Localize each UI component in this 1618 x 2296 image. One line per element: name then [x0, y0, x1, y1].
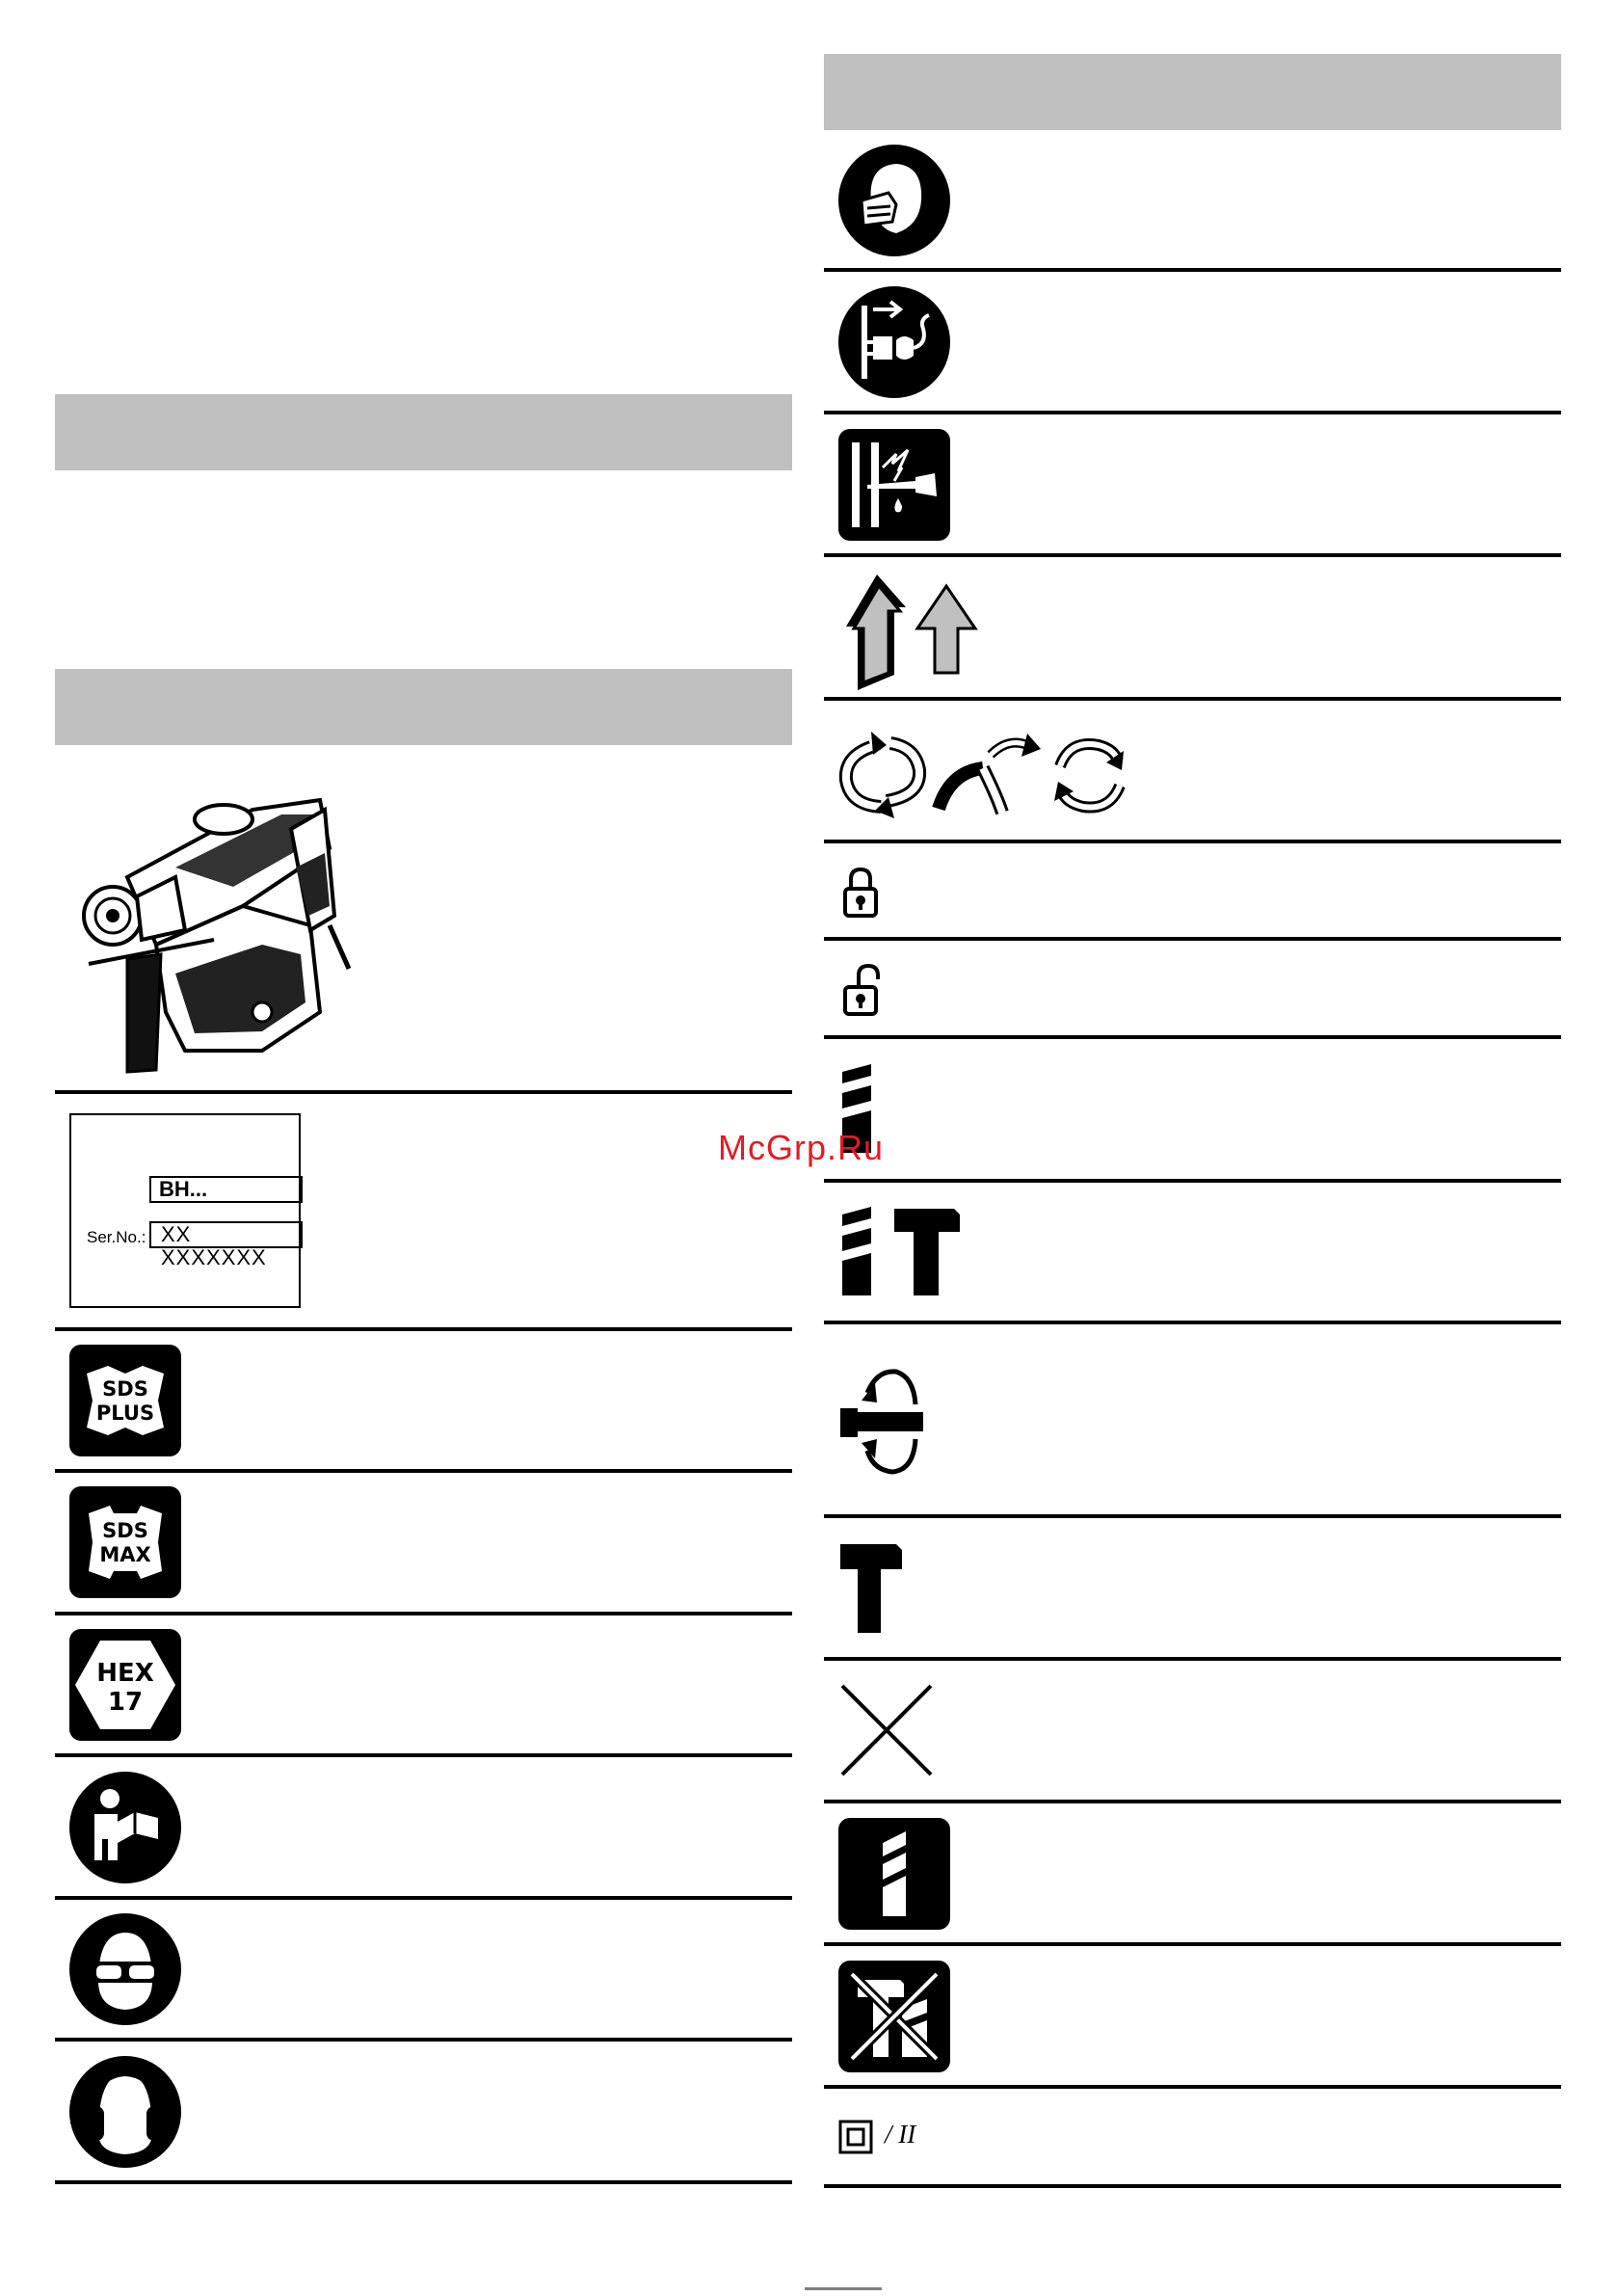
divider	[55, 1896, 792, 1900]
divider	[824, 697, 1561, 701]
lock-open-icon	[841, 962, 884, 1018]
sds-plus-line1: SDS	[102, 1377, 148, 1401]
up-arrows-icon	[838, 569, 1012, 694]
section-header-bar-1	[55, 394, 792, 470]
serial-field: XX XXXXXXX	[149, 1221, 303, 1248]
cross-icon	[838, 1682, 935, 1778]
hidden-wires-pipes-icon	[838, 429, 950, 541]
divider	[824, 1800, 1561, 1803]
divider	[824, 553, 1561, 557]
divider	[824, 1514, 1561, 1518]
divider	[824, 1321, 1561, 1324]
sds-plus-icon	[69, 1345, 181, 1456]
serial-label: Ser.No.:	[87, 1228, 146, 1246]
hex-line2: 17	[107, 1688, 144, 1717]
drill-bit-icon	[838, 1818, 950, 1930]
divider	[824, 1035, 1561, 1039]
divider	[55, 1612, 792, 1615]
dust-mask-icon	[838, 145, 950, 256]
lock-closed-icon	[841, 866, 880, 920]
divider	[55, 1327, 792, 1331]
protection-class-icon	[838, 2120, 873, 2154]
rotary-hammer-image	[69, 761, 358, 1080]
watermark: McGrp.Ru	[718, 1128, 885, 1167]
model-field: BH...	[149, 1176, 303, 1203]
no-drill-bit-icon	[838, 1961, 950, 2072]
sds-max-icon	[69, 1486, 181, 1598]
divider	[824, 1657, 1561, 1661]
unplug-icon	[838, 286, 950, 398]
protection-class-label: / II	[885, 2120, 916, 2149]
divider	[824, 937, 1561, 941]
divider	[824, 268, 1561, 272]
divider	[55, 1469, 792, 1473]
section-header-bar-2	[55, 669, 792, 745]
divider	[824, 1179, 1561, 1183]
divider	[55, 2180, 792, 2184]
chisel-rotation-icon	[838, 1364, 935, 1480]
section-header-bar-3	[824, 54, 1561, 130]
read-manual-icon	[69, 1772, 181, 1883]
divider	[55, 1753, 792, 1757]
sds-plus-line2: PLUS	[95, 1402, 155, 1425]
divider	[55, 1090, 792, 1094]
hex-line1: HEX	[96, 1659, 154, 1688]
ear-protection-icon	[69, 2056, 181, 2168]
rotation-direction-icon	[838, 728, 1143, 820]
chisel-mode-icon	[838, 1542, 906, 1635]
rating-plate	[69, 1113, 301, 1308]
divider	[55, 2038, 792, 2042]
divider	[824, 2184, 1561, 2188]
sds-max-line2: MAX	[99, 1543, 151, 1566]
divider	[824, 2085, 1561, 2089]
divider	[824, 840, 1561, 843]
hex-17-icon	[69, 1629, 181, 1741]
sds-max-line1: SDS	[102, 1519, 148, 1542]
eye-protection-icon	[69, 1913, 181, 2025]
hammer-drill-mode-icon	[838, 1205, 964, 1297]
divider	[824, 411, 1561, 414]
footer-mark	[805, 2287, 882, 2290]
divider	[824, 1942, 1561, 1946]
